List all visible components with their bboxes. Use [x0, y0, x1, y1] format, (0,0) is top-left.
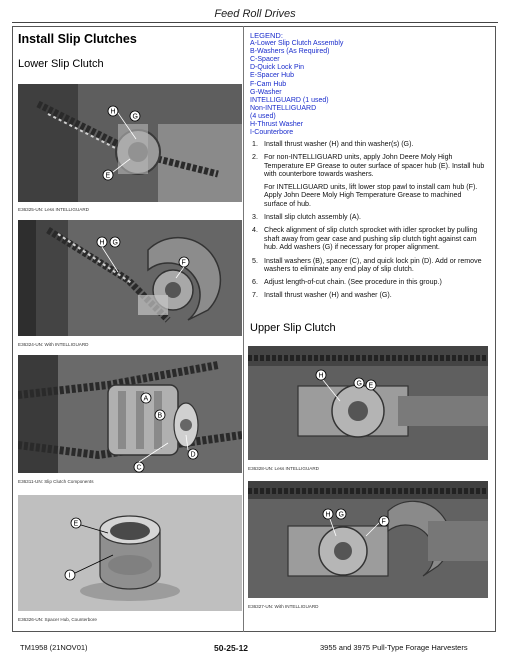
figure-caption: E36327-UN: With INTELLIGUARD	[248, 604, 319, 609]
callout-label: G	[132, 113, 138, 121]
callout-label: A	[143, 395, 149, 403]
callout-label: E	[368, 382, 374, 390]
step-text: Install washers (B), spacer (C), and quick lock pin (D). Add or remove washers to eliminate any end play of slip clutch.	[264, 256, 482, 274]
legend-title: LEGEND:	[250, 31, 283, 40]
callout-label: H	[99, 239, 105, 247]
step-number: 4.	[252, 226, 258, 235]
footer-product-name: 3955 and 3975 Pull-Type Forage Harvesters	[320, 643, 468, 652]
step-note: For INTELLIGUARD units, lift lower stop pawl to install cam hub (F). Apply John Deere Moly High Temperature Grease to machined surface of hub.	[264, 182, 478, 209]
header-rule	[12, 22, 498, 23]
callout-label: E	[73, 520, 79, 528]
figure-caption: E36311-UN: Slip Clutch Components	[18, 479, 94, 484]
legend-item: I-Counterbore	[250, 129, 294, 137]
legend-item: F-Cam Hub	[250, 80, 287, 88]
footer-page-number: 50-25-12	[214, 643, 249, 653]
legend-item: E-Spacer Hub	[250, 72, 294, 80]
photo-upper-less-intelliguard	[248, 346, 488, 460]
photo-lower-less-intelliguard	[18, 84, 242, 202]
callout-label: G	[112, 239, 118, 247]
step-item	[250, 213, 486, 222]
step-text: Adjust length-of-cut chain. (See procedure in this group.)	[264, 278, 442, 287]
footer-manual-id: TM1958 (21NOV01)	[20, 643, 88, 652]
figure-caption: E36324-UN: With INTELLIGUARD	[18, 342, 89, 347]
legend-item: G-Washer	[250, 88, 282, 96]
legend-item: B-Washers (As Required)	[250, 48, 330, 56]
legend-item: (4 used)	[250, 112, 276, 120]
legend-item: A-Lower Slip Clutch Assembly	[250, 40, 344, 48]
upper-slip-clutch-title: Upper Slip Clutch	[250, 322, 336, 334]
step-text: Install slip clutch assembly (A).	[264, 213, 361, 222]
legend-item: INTELLIGUARD (1 used)	[250, 96, 329, 104]
step-item	[250, 278, 486, 287]
column-divider	[243, 26, 244, 632]
step-number: 3.	[252, 213, 258, 222]
step-text: Install thrust washer (H) and thin washer(s) (G).	[264, 140, 414, 148]
step-text: For non-INTELLIGUARD units, apply John Deere Moly High Temperature EP Grease to outer surface of spacer hub (E). Install hub with counterbore towards washers.	[264, 153, 485, 179]
step-item	[250, 291, 486, 300]
figure-caption: E36326-UN: Spacer Hub, Counterbore	[18, 617, 97, 622]
callout-label: C	[136, 464, 142, 472]
step-item	[250, 140, 486, 149]
photo-spacer-hub-counterbore	[18, 495, 242, 611]
step-item	[250, 257, 486, 274]
figure-caption: E36325-UN: Less INTELLIGUARD	[18, 207, 89, 212]
step-item	[250, 153, 486, 209]
figure-caption: E36328-UN: Less INTELLIGUARD	[248, 466, 319, 471]
photo-upper-with-intelliguard	[248, 481, 488, 598]
callout-label: H	[325, 511, 331, 519]
step-number: 6.	[252, 278, 258, 287]
legend-item: D-Quick Lock Pin	[250, 64, 305, 72]
step-number: 7.	[252, 291, 258, 300]
installation-steps	[250, 140, 486, 304]
step-text: Check alignment of slip clutch sprocket with idler sprocket by pulling shaft away from gear case and pushing slip clutch tight against cam hub. Add washers (G) if necessary for proper alignment.	[264, 226, 478, 252]
lower-slip-clutch-title: Lower Slip Clutch	[18, 58, 104, 70]
step-item	[250, 226, 486, 252]
legend-item: C-Spacer	[250, 56, 280, 64]
callout-label: H	[318, 372, 324, 380]
callout-label: B	[157, 412, 163, 420]
callout-label: F	[381, 518, 386, 526]
callout-label: E	[105, 172, 111, 180]
step-number: 1.	[252, 140, 258, 148]
legend-item: H-Thrust Washer	[250, 121, 304, 129]
photo-lower-with-intelliguard	[18, 220, 242, 336]
callout-label: G	[338, 511, 344, 519]
section-title: Install Slip Clutches	[18, 32, 137, 46]
photo-slip-clutch-components	[18, 355, 242, 473]
step-text: Install thrust washer (H) and washer (G).	[264, 291, 392, 300]
step-number: 2.	[252, 153, 258, 162]
callout-label: H	[110, 108, 116, 116]
callout-label: I	[68, 572, 71, 580]
page-header-title: Feed Roll Drives	[214, 8, 296, 20]
legend	[250, 32, 490, 137]
callout-label: D	[190, 451, 196, 459]
callout-label: G	[356, 380, 362, 388]
step-number: 5.	[252, 256, 258, 265]
callout-label: F	[181, 259, 186, 267]
legend-item: Non-INTELLIGUARD	[250, 104, 317, 112]
